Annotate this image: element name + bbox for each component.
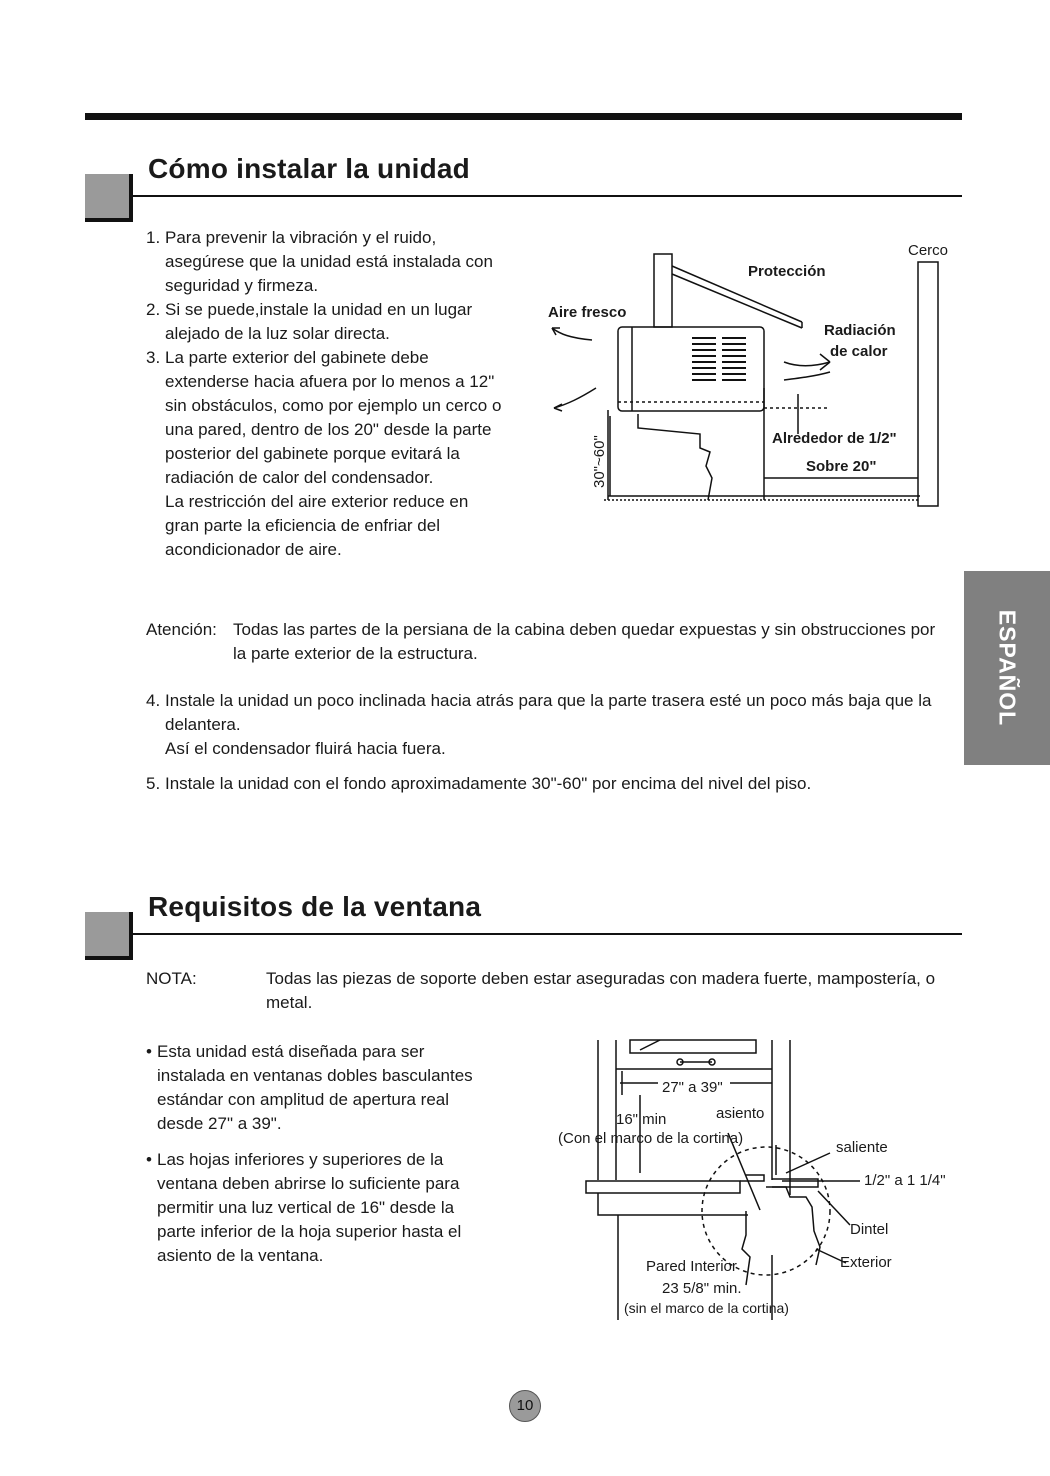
- window-requirements: [146, 1040, 496, 1268]
- label-min-width: 23 5/8" min.: [662, 1280, 742, 1297]
- label-sill-range: 1/2" a 1 1/4": [864, 1172, 946, 1189]
- window-post: [654, 254, 672, 327]
- label-sobre: Sobre 20": [806, 458, 877, 475]
- label-16-min: 16" min: [616, 1111, 667, 1128]
- list-item: 2. Si se puede,instale la unidad en un lugar alejado de la luz solar directa.: [146, 300, 473, 343]
- upper-sash: [630, 1040, 756, 1053]
- install-steps: [146, 226, 506, 562]
- label-dintel: Dintel: [850, 1221, 889, 1238]
- label-aire-fresco: Aire fresco: [548, 304, 627, 321]
- item4-note: Así el condensador fluirá hacia fuera.: [165, 739, 446, 758]
- label-radiacion: Radiación: [824, 322, 896, 339]
- section-title-install: Cómo instalar la unidad: [148, 153, 470, 184]
- window-sill: [586, 1181, 740, 1193]
- grille-lines: [692, 338, 746, 380]
- detail-circle: [702, 1147, 830, 1275]
- attention-label: Atención:: [146, 620, 217, 639]
- install-step-4: [146, 689, 966, 761]
- list-item: 4. Instale la unidad un poco inclinada hacia atrás para que la parte trasera esté un poco más baja que la delantera.: [146, 691, 932, 734]
- nota-text: Todas las piezas de soporte deben estar aseguradas con madera fuerte, mampostería, o metal.: [266, 969, 936, 1012]
- section-rule: [132, 933, 962, 935]
- top-rule: [85, 113, 962, 120]
- page-number: 10: [509, 1390, 541, 1422]
- list-item: 1. Para prevenir la vibración y el ruido, asegúrese que la unidad está instalada con seguridad y firmeza.: [146, 228, 493, 295]
- section-marker: [85, 912, 133, 960]
- label-width-range: 27" a 39": [662, 1079, 723, 1096]
- fresh-air-arrow: [552, 328, 592, 340]
- section-title-window: Requisitos de la ventana: [148, 891, 482, 922]
- language-tab: ESPAÑOL: [964, 571, 1050, 765]
- attention-text: Todas las partes de la persiana de la cabina deben quedar expuestas y sin obstrucciones por la parte exterior de la estructura.: [233, 620, 936, 663]
- label-sin-marco: (sin el marco de la cortina): [624, 1300, 789, 1316]
- label-con-marco: (Con el marco de la cortina): [558, 1130, 744, 1147]
- label-alrededor: Alrededor de 1/2": [772, 430, 897, 447]
- item3-note: La restricción del aire exterior reduce en gran parte la eficiencia de enfriar del acondicionador de aire.: [165, 492, 469, 559]
- label-de-calor: de calor: [830, 343, 888, 360]
- label-proteccion: Protección: [748, 263, 826, 280]
- nota-label: NOTA:: [146, 969, 197, 988]
- install-step-5: [146, 772, 966, 796]
- label-pared-interior: Pared Interior: [646, 1258, 737, 1275]
- list-item: 3. La parte exterior del gabinete debe extenderse hacia afuera por lo menos a 12" sin obstáculos, como por ejemplo un cerco o una pared, dentro de los 20" desde la parte posterior del gabinete porque evitará la radiación de calor del condensador.: [146, 348, 502, 487]
- installation-clearance-diagram: [540, 238, 960, 518]
- list-item: • Las hojas inferiores y superiores de la ventana deben abrirse lo suficiente para permitir una luz vertical de 16" desde la parte inferior de la hoja superior hasta el asiento de la ventana.: [146, 1150, 462, 1265]
- attention-note: [146, 618, 966, 666]
- label-asiento: asiento: [716, 1105, 765, 1122]
- label-saliente: saliente: [836, 1139, 888, 1156]
- fence: [918, 262, 938, 506]
- list-item: 5. Instale la unidad con el fondo aproximadamente 30"-60" por encima del nivel del piso.: [146, 774, 812, 793]
- section-marker: [85, 174, 133, 222]
- section-rule: [132, 195, 962, 197]
- list-item: • Esta unidad está diseñada para ser instalada en ventanas dobles basculantes estándar con amplitud de apertura real desde 27" a 39".: [146, 1042, 473, 1133]
- label-exterior: Exterior: [840, 1254, 892, 1271]
- exterior-wall: [766, 1187, 820, 1265]
- heat-arrow: [784, 362, 830, 366]
- window-requirements-diagram: [550, 1035, 950, 1325]
- label-cerco: Cerco: [908, 242, 949, 259]
- label-height-range: 30"~60": [591, 435, 608, 488]
- nota-block: [146, 967, 946, 1015]
